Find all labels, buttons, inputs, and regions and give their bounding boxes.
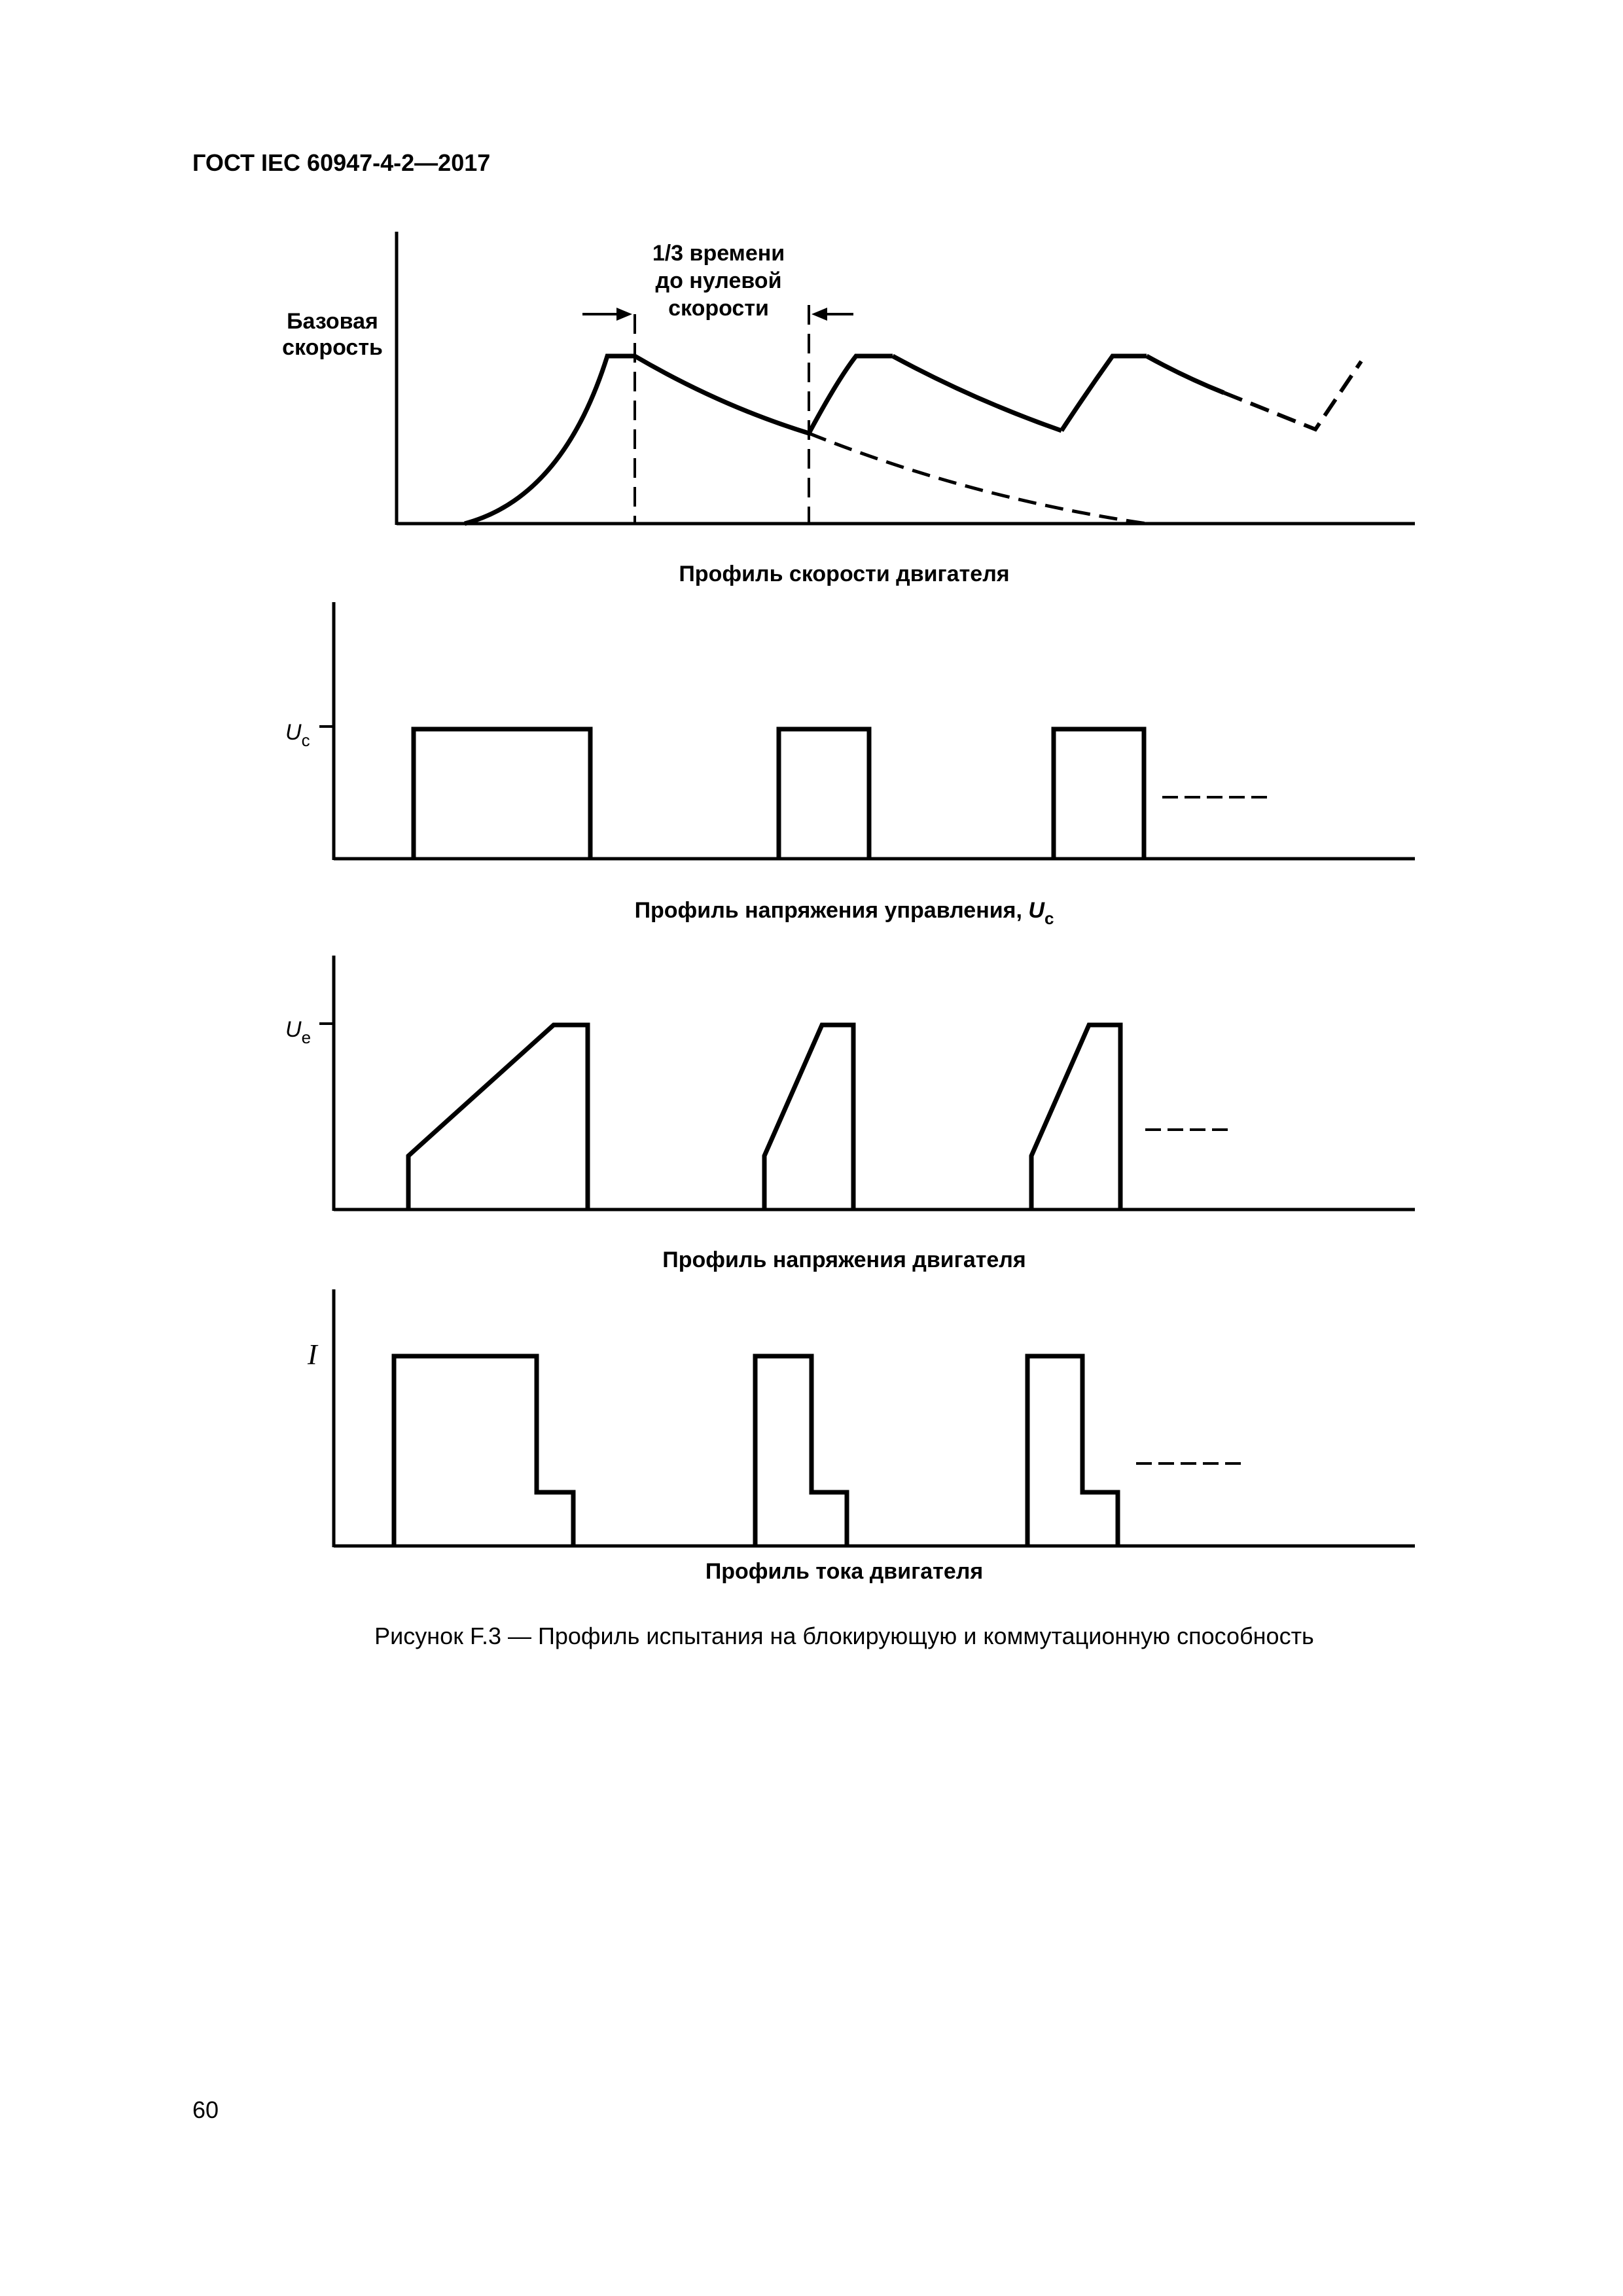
motor-current-panel	[334, 1289, 1415, 1547]
ue-pulse-1	[408, 1025, 588, 1210]
uc-y-label	[285, 720, 310, 750]
speed-y-label-line2: скорость	[282, 335, 383, 360]
i-pulse-2	[755, 1356, 847, 1546]
uc-panel-caption	[635, 898, 1054, 928]
ue-pulse-3	[1031, 1025, 1120, 1210]
uc-panel-caption-symbol: U	[1028, 898, 1044, 923]
uc-y-label-main: U	[285, 720, 302, 745]
ue-y-label-sub: e	[301, 1028, 312, 1047]
speed-y-label-line1: Базовая	[287, 309, 378, 334]
uc-panel-caption-sub: c	[1044, 908, 1054, 928]
speed-curve-start	[465, 356, 635, 524]
annotation-line1: 1/3 времени	[652, 241, 785, 266]
i-pulse-1	[394, 1356, 573, 1546]
uc-pulse-2	[779, 729, 869, 859]
speed-curve-continuation	[1224, 361, 1361, 429]
speed-curve-decay-1	[635, 356, 809, 433]
document-header: ГОСТ IEC 60947-4-2—2017	[192, 149, 491, 176]
speed-panel-caption: Профиль скорости двигателя	[679, 562, 1010, 586]
speed-coastdown-dashed	[809, 433, 1147, 524]
arrow-right-head	[812, 308, 827, 321]
ue-pulse-2	[764, 1025, 853, 1210]
uc-panel-caption-text: Профиль напряжения управления,	[634, 898, 1029, 923]
speed-profile-panel	[397, 232, 1415, 525]
ue-y-label	[285, 1017, 311, 1047]
uc-y-label-sub: c	[301, 730, 310, 750]
i-pulse-3	[1027, 1356, 1118, 1546]
motor-voltage-panel	[319, 956, 1415, 1211]
page-number: 60	[192, 2096, 219, 2123]
uc-pulse-3	[1054, 729, 1144, 859]
annotation-line3: скорости	[668, 296, 769, 321]
speed-curve-decay-3	[1147, 356, 1224, 393]
annotation-line2: до нулевой	[655, 268, 782, 293]
speed-curve-rise-2	[809, 356, 893, 433]
i-y-label: I	[308, 1338, 317, 1371]
figure-caption: Рисунок F.3 — Профиль испытания на блокирующую и коммутационную способность	[374, 1623, 1314, 1649]
arrow-left-head	[616, 308, 632, 321]
control-voltage-panel	[319, 602, 1415, 860]
speed-curve-decay-2	[893, 356, 1061, 431]
speed-curve-rise-3	[1061, 356, 1147, 431]
i-panel-caption: Профиль тока двигателя	[705, 1559, 984, 1584]
ue-y-label-main: U	[285, 1017, 302, 1042]
uc-pulse-1	[414, 729, 590, 859]
ue-panel-caption: Профиль напряжения двигателя	[662, 1247, 1026, 1272]
